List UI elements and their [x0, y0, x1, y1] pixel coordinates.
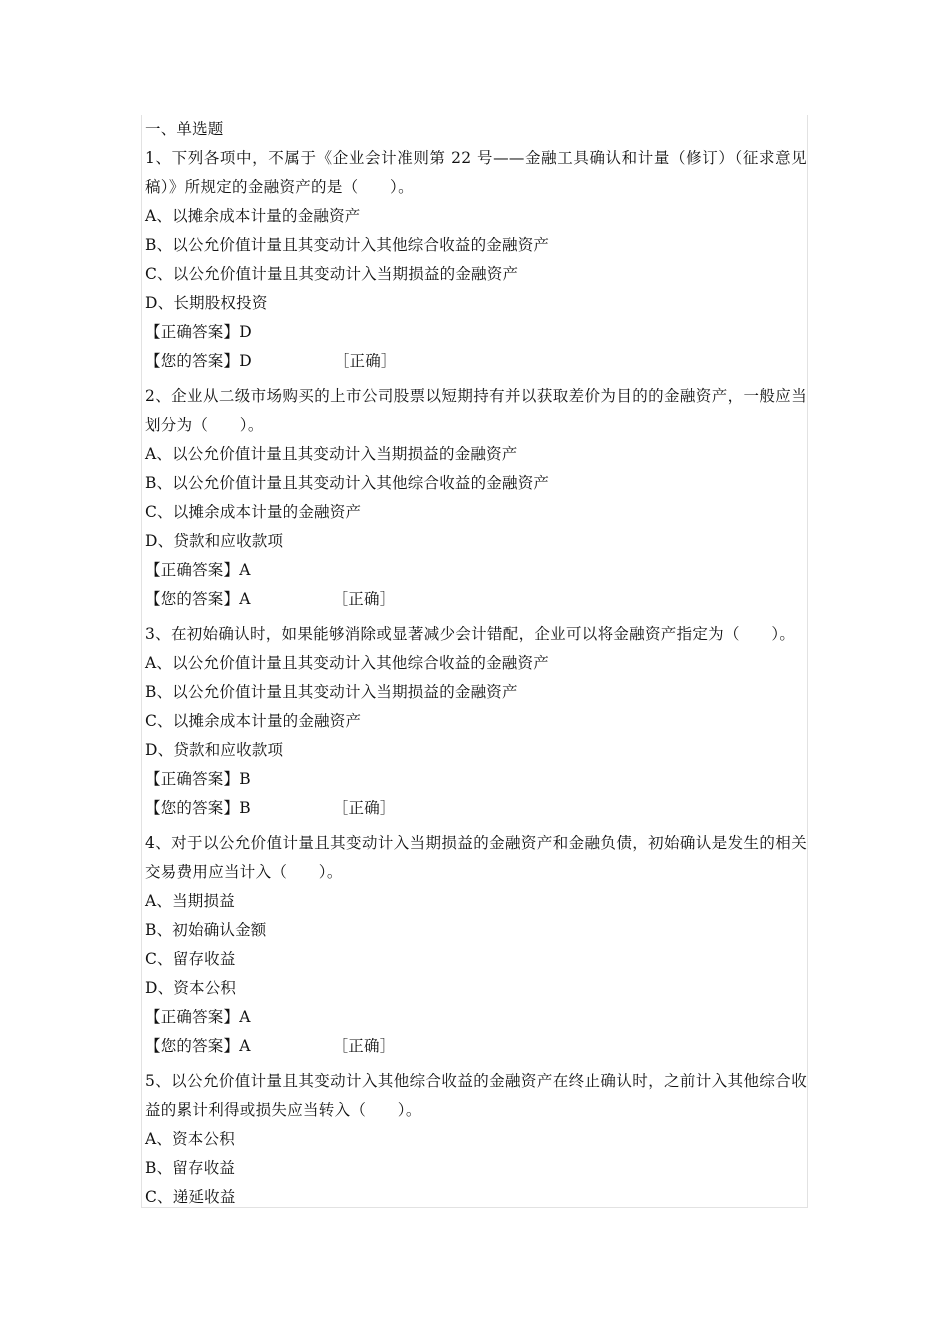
- your-answer-row: [145, 585, 807, 614]
- option-b: B、初始确认金额: [145, 921, 267, 939]
- option-a: A、以公允价值计量且其变动计入其他综合收益的金融资产: [145, 654, 549, 672]
- your-answer-row: [145, 1032, 807, 1061]
- option-a: A、资本公积: [145, 1130, 235, 1148]
- question-1: [145, 144, 807, 376]
- question-4: [145, 829, 807, 1061]
- option-d: D、资本公积: [145, 979, 237, 997]
- document-content: [145, 115, 807, 1212]
- question-stem: 2、企业从二级市场购买的上市公司股票以短期持有并以获取差价为目的的金融资产，一般应当划分为（ ）。: [145, 387, 807, 434]
- your-answer-row: [145, 794, 807, 823]
- your-answer: 【您的答案】D: [145, 352, 252, 370]
- your-answer-row: [145, 347, 807, 376]
- your-answer: 【您的答案】B: [145, 799, 251, 817]
- option-c: C、留存收益: [145, 950, 236, 968]
- correct-answer: 【正确答案】A: [145, 561, 251, 579]
- answer-status: ［正确］: [332, 590, 396, 608]
- question-3: [145, 620, 807, 823]
- question-stem: 4、对于以公允价值计量且其变动计入当期损益的金融资产和金融负债，初始确认是发生的相关交易费用应当计入（ ）。: [145, 834, 807, 881]
- option-d: D、贷款和应收款项: [145, 532, 284, 550]
- option-c: C、以公允价值计量且其变动计入当期损益的金融资产: [145, 265, 519, 283]
- option-d: D、贷款和应收款项: [145, 741, 284, 759]
- question-stem: 3、在初始确认时，如果能够消除或显著减少会计错配，企业可以将金融资产指定为（ ）。: [145, 625, 796, 643]
- question-2: [145, 382, 807, 614]
- answer-status: ［正确］: [332, 1037, 396, 1055]
- option-b: B、留存收益: [145, 1159, 236, 1177]
- option-c: C、以摊余成本计量的金融资产: [145, 503, 362, 521]
- question-stem: 5、以公允价值计量且其变动计入其他综合收益的金融资产在终止确认时，之前计入其他综合收益的累计利得或损失应当转入（ ）。: [145, 1072, 807, 1119]
- option-c: C、以摊余成本计量的金融资产: [145, 712, 362, 730]
- section-title: 一、单选题: [145, 120, 224, 138]
- option-a: A、当期损益: [145, 892, 235, 910]
- option-a: A、以摊余成本计量的金融资产: [145, 207, 361, 225]
- question-5: [145, 1067, 807, 1212]
- your-answer: 【您的答案】A: [145, 1037, 251, 1055]
- correct-answer: 【正确答案】A: [145, 1008, 251, 1026]
- option-d: D、长期股权投资: [145, 294, 268, 312]
- answer-status: ［正确］: [333, 352, 397, 370]
- correct-answer: 【正确答案】B: [145, 770, 251, 788]
- answer-status: ［正确］: [332, 799, 396, 817]
- option-b: B、以公允价值计量且其变动计入当期损益的金融资产: [145, 683, 518, 701]
- your-answer: 【您的答案】A: [145, 590, 251, 608]
- option-b: B、以公允价值计量且其变动计入其他综合收益的金融资产: [145, 236, 550, 254]
- option-c: C、递延收益: [145, 1188, 236, 1206]
- question-stem: 1、下列各项中，不属于《企业会计准则第 22 号——金融工具确认和计量（修订）（征求意见稿）》所规定的金融资产的是（ ）。: [145, 149, 807, 196]
- option-b: B、以公允价值计量且其变动计入其他综合收益的金融资产: [145, 474, 550, 492]
- correct-answer: 【正确答案】D: [145, 323, 252, 341]
- option-a: A、以公允价值计量且其变动计入当期损益的金融资产: [145, 445, 518, 463]
